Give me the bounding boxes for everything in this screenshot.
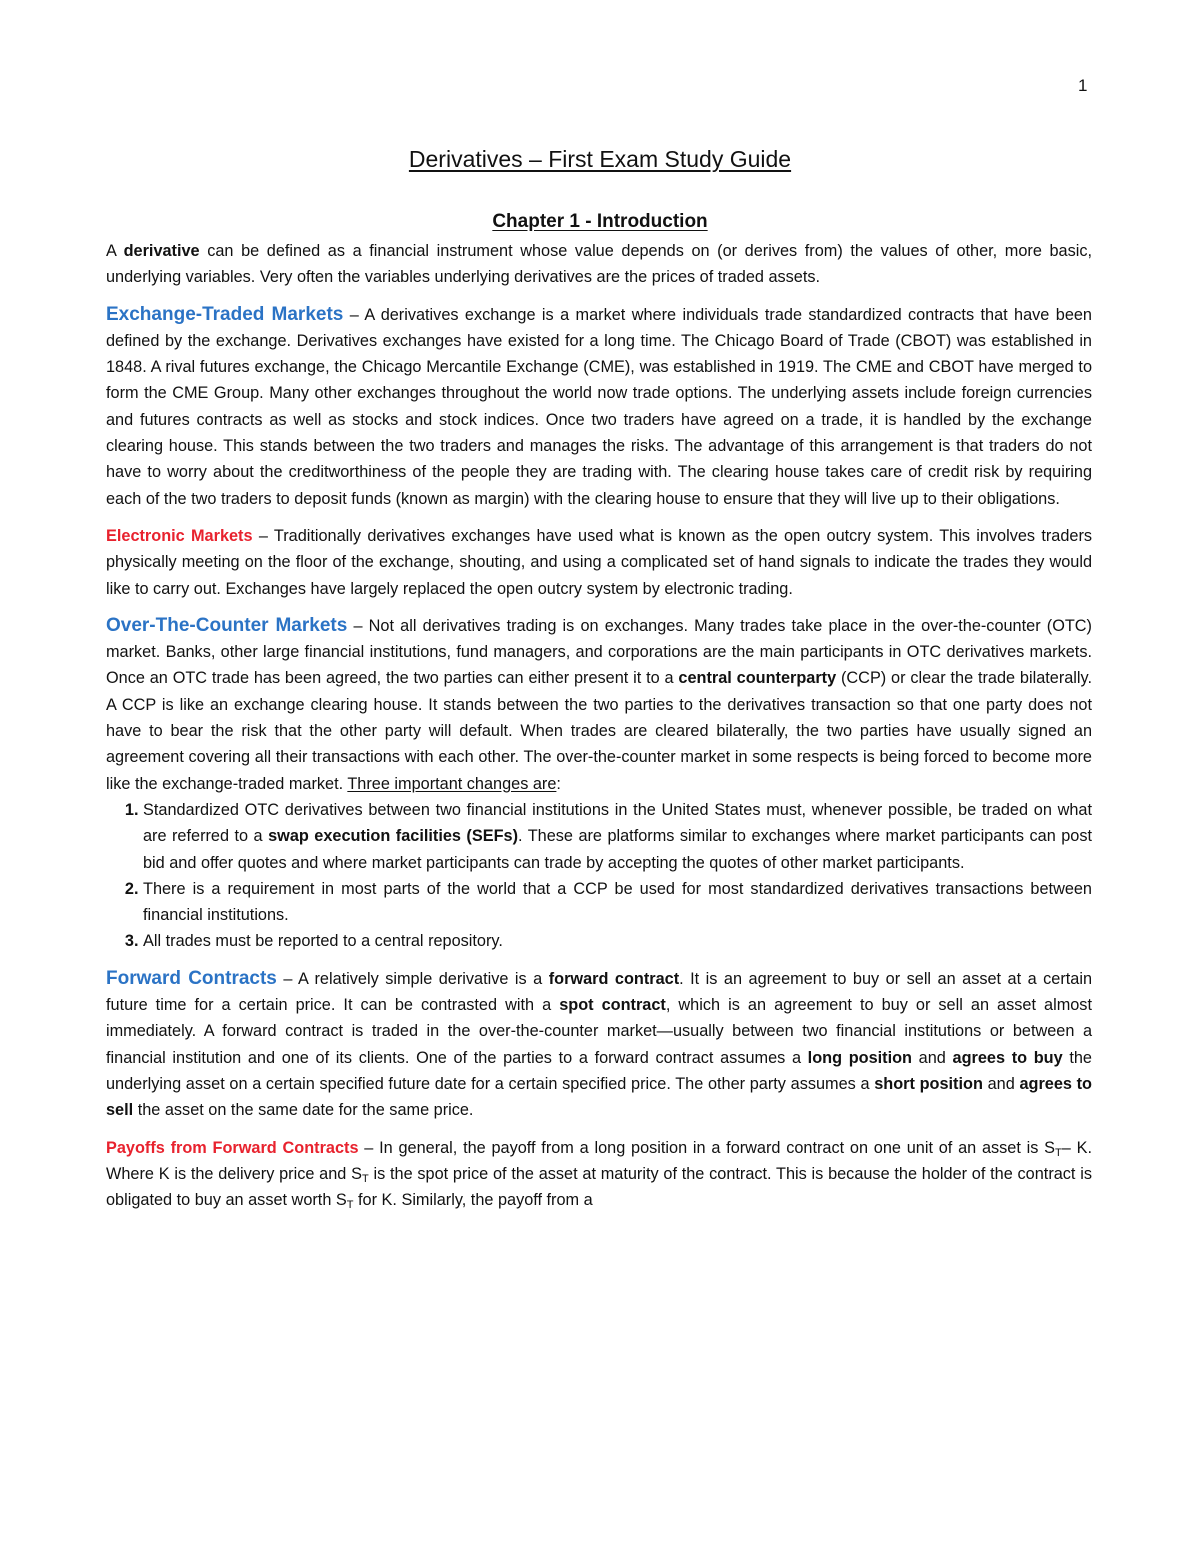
list-item-text: Standardized OTC derivatives between two financial institutions in the United States must, whenever possible, be traded on what are referred to a bbox=[143, 800, 1092, 846]
dash: – bbox=[276, 969, 299, 988]
forward-contracts-heading: Forward Contracts bbox=[106, 967, 277, 989]
list-item-text: . These are platforms similar to exchanges where market participants can post bid and offer quotes and where market participants can trade by accepting the quotes of other market participants. bbox=[143, 827, 1092, 872]
term-spot-contract: spot contract bbox=[559, 996, 666, 1015]
payoffs-text: is the spot price of the asset at maturity of the contract. This is because the holder of the contract is obligated to buy an asset worth S bbox=[106, 1164, 1092, 1210]
forward-text: and bbox=[912, 1048, 953, 1067]
intro-term: derivative bbox=[123, 242, 200, 260]
list-item-text: All trades must be reported to a central repository. bbox=[143, 932, 503, 951]
otc-text-1: Not all derivatives trading is on exchanges. Many trades take place in the over-the-counter (OTC) market. Banks, other large financial institutions, fund managers, and corporations are the main participants in OTC derivatives markets. Once an OTC trade has been agreed, the two parties can either present it to a bbox=[106, 616, 1092, 688]
page-number: 1 bbox=[1078, 76, 1088, 95]
electronic-markets-section bbox=[106, 523, 1092, 602]
electronic-markets-heading: Electronic Markets bbox=[106, 526, 253, 545]
payoffs-section bbox=[106, 1135, 1092, 1214]
document-body bbox=[106, 238, 1092, 1224]
otc-changes-lead: Three important changes are bbox=[347, 774, 557, 793]
forward-text: . It is an agreement to buy or sell an asset at a certain future time for a certain price. It can be contrasted with a bbox=[106, 969, 1093, 1015]
list-item bbox=[143, 797, 1092, 876]
term-forward-contract: forward contract bbox=[548, 969, 680, 988]
forward-text: the asset on the same date for the same price. bbox=[133, 1101, 474, 1120]
intro-text: can be defined as a financial instrument whose value depends on (or derives from) the values of other, more basic, underlying variables. Very often the variables underlying derivatives are the prices of traded assets. bbox=[106, 242, 1093, 287]
dash: – bbox=[358, 1138, 380, 1157]
subscript-t: T bbox=[1055, 1146, 1062, 1159]
electronic-markets-text: Traditionally derivatives exchanges have used what is known as the open outcry system. This involves traders physically meeting on the floor of the exchange, shouting, and using a complicated set of hand signals to indicate the trades they would like to carry out. Exchanges have largely replaced the open outcry system by electronic trading. bbox=[106, 526, 1093, 598]
term-short-position: short position bbox=[874, 1074, 983, 1093]
exchange-traded-section bbox=[106, 302, 1092, 512]
dash: – bbox=[347, 616, 369, 635]
page-title: Derivatives – First Exam Study Guide bbox=[408, 146, 792, 172]
term-agrees-to-sell: agrees to sell bbox=[106, 1074, 1092, 1120]
subscript-t: T bbox=[361, 1172, 369, 1185]
payoffs-text: In general, the payoff from a long position in a forward contract on one unit of an asset is S bbox=[379, 1138, 1056, 1157]
term-agrees-to-buy: agrees to buy bbox=[952, 1048, 1063, 1067]
forward-text: the underlying asset on a certain specified future date for a certain specified price. The other party assumes a bbox=[106, 1048, 1092, 1093]
forward-text: , which is an agreement to buy or sell an asset almost immediately. A forward contract is traded in the over-the-counter market—usually between two financial institutions or between a financial institution and one of its clients. One of the parties to a forward contract assumes a bbox=[106, 996, 1092, 1067]
exchange-traded-heading: Exchange-Traded Markets bbox=[106, 303, 344, 325]
exchange-traded-text: A derivatives exchange is a market where individuals trade standardized contracts that have been defined by the exchange. Derivatives exchanges have existed for a long time. The Chicago Board of Trade (CBOT) was established in 1848. A rival futures exchange, the Chicago Mercantile Exchange (CME), was established in 1919. The CME and CBOT have merged to form the CME Group. Many other exchanges throughout the world now trade options. The underlying assets include foreign currencies and futures contracts as well as stocks and stock indices. Once two traders have agreed on a trade, it is handled by the exchange clearing house. This stands between the two traders and manages the risks. The advantage of this arrangement is that traders do not have to worry about the creditworthiness of the people they are trading with. The clearing house takes care of credit risk by requiring each of the two traders to deposit funds (known as margin) with the clearing house to ensure that they will live up to their obligations. bbox=[106, 305, 1092, 508]
forward-text: A relatively simple derivative is a bbox=[298, 969, 549, 988]
list-item bbox=[143, 928, 1092, 954]
term-long-position: long position bbox=[807, 1048, 913, 1067]
list-item-text: There is a requirement in most parts of the world that a CCP be used for most standardized derivatives transactions between financial institutions. bbox=[143, 879, 1092, 925]
payoffs-heading: Payoffs from Forward Contracts bbox=[106, 1138, 359, 1157]
dash: – bbox=[252, 526, 274, 545]
dash: – bbox=[343, 305, 365, 324]
list-item-term: swap execution facilities (SEFs) bbox=[268, 827, 518, 846]
otc-term-ccp: central counterparty bbox=[678, 669, 837, 688]
changes-list bbox=[106, 797, 1092, 955]
otc-text-2: (CCP) or clear the trade bilaterally. A CCP is like an exchange clearing house. It stands between the two parties to the derivatives transaction so that one party does not have to bear the risk that the other party will default. When trades are cleared bilaterally, the two parties have usually signed an agreement covering all their transactions with each other. The over-the-counter market in some respects is being forced to become more like the exchange-traded market. bbox=[106, 669, 1092, 793]
otc-heading: Over-The-Counter Markets bbox=[106, 614, 348, 636]
forward-text: and bbox=[982, 1074, 1020, 1093]
payoffs-text: – K. Where K is the delivery price and S bbox=[106, 1138, 1092, 1183]
list-item bbox=[143, 876, 1092, 929]
otc-colon: : bbox=[556, 774, 561, 793]
otc-section bbox=[106, 613, 1092, 797]
subscript-t: T bbox=[346, 1199, 354, 1212]
intro-paragraph bbox=[106, 238, 1092, 291]
forward-contracts-section bbox=[106, 966, 1092, 1124]
intro-pre: A bbox=[106, 242, 124, 260]
payoffs-text: for K. Similarly, the payoff from a bbox=[353, 1191, 593, 1210]
chapter-heading: Chapter 1 - Introduction bbox=[492, 211, 708, 232]
